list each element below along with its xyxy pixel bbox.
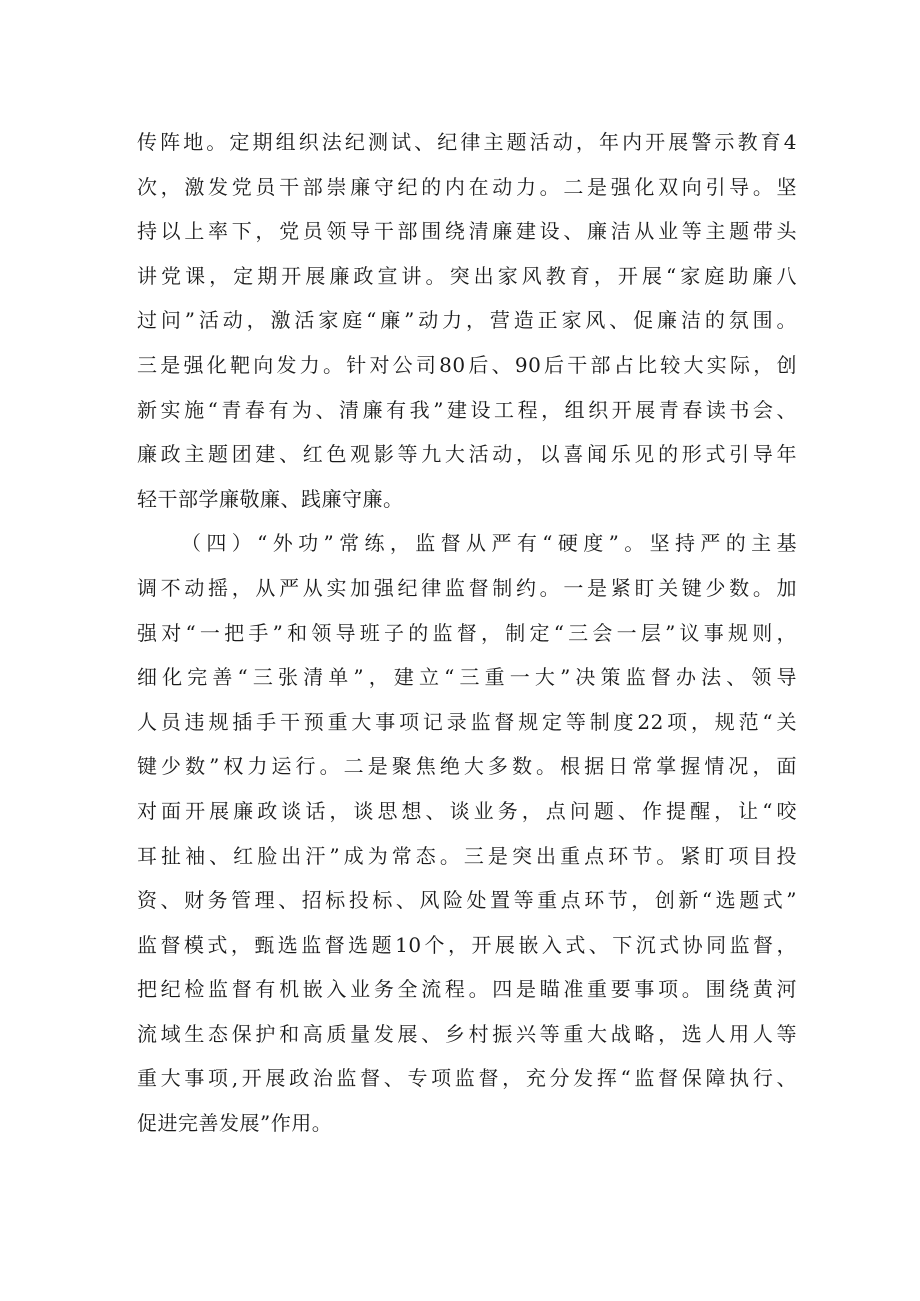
body-text	[137, 120, 797, 1146]
text-line: 人员违规插手干预重大事项记录监督规定等制度22项，规范“关	[137, 709, 797, 734]
text-line: 流域生态保护和高质量发展、乡村振兴等重大战略，选人用人等	[137, 1021, 797, 1046]
paragraph-end-line: 轻干部学廉敬廉、践廉守廉。	[137, 486, 404, 511]
text-line: 传阵地。定期组织法纪测试、纪律主题活动，年内开展警示教育4	[137, 130, 797, 154]
section-heading-line: （四）“外功”常练，监督从严有“硬度”。坚持严的主基	[181, 531, 797, 556]
text-line: 细化完善“三张清单”，建立“三重一大”决策监督办法、领导	[137, 665, 797, 690]
text-line: 耳扯袖、红脸出汗”成为常态。三是突出重点环节。紧盯项目投	[137, 843, 797, 868]
text-line: 过问”活动，激活家庭“廉”动力，营造正家风、促廉洁的氛围。	[137, 308, 797, 333]
text-line: 持以上率下，党员领导干部围绕清廉建设、廉洁从业等主题带头	[137, 219, 797, 244]
text-line: 把纪检监督有机嵌入业务全流程。四是瞄准重要事项。围绕黄河	[137, 977, 797, 1002]
text-line: 重大事项,开展政治监督、专项监督，充分发挥“监督保障执行、	[137, 1066, 797, 1091]
text-line: 新实施“青春有为、清廉有我”建设工程，组织开展青春读书会、	[137, 397, 797, 422]
text-line: 强对“一把手”和领导班子的监督，制定“三会一层”议事规则，	[137, 620, 797, 645]
paragraph-end-line: 促进完善发展”作用。	[137, 1111, 333, 1136]
text-line: 监督模式，甄选监督选题10个，开展嵌入式、下沉式协同监督，	[137, 932, 797, 957]
text-line: 讲党课，定期开展廉政宣讲。突出家风教育，开展“家庭助廉八	[137, 263, 797, 288]
text-line: 调不动摇，从严从实加强纪律监督制约。一是紧盯关键少数。加	[137, 575, 797, 600]
text-line: 三是强化靶向发力。针对公司80后、90后干部占比较大实际，创	[137, 352, 797, 377]
text-line: 廉政主题团建、红色观影等九大活动，以喜闻乐见的形式引导年	[137, 442, 797, 467]
text-line: 资、财务管理、招标投标、风险处置等重点环节，创新“选题式”	[137, 888, 797, 913]
text-line: 对面开展廉政谈话，谈思想、谈业务，点问题、作提醒，让“咬	[137, 798, 797, 823]
text-line: 键少数”权力运行。二是聚焦绝大多数。根据日常掌握情况，面	[137, 754, 797, 779]
text-line: 次，激发党员干部崇廉守纪的内在动力。二是强化双向引导。坚	[137, 174, 797, 199]
